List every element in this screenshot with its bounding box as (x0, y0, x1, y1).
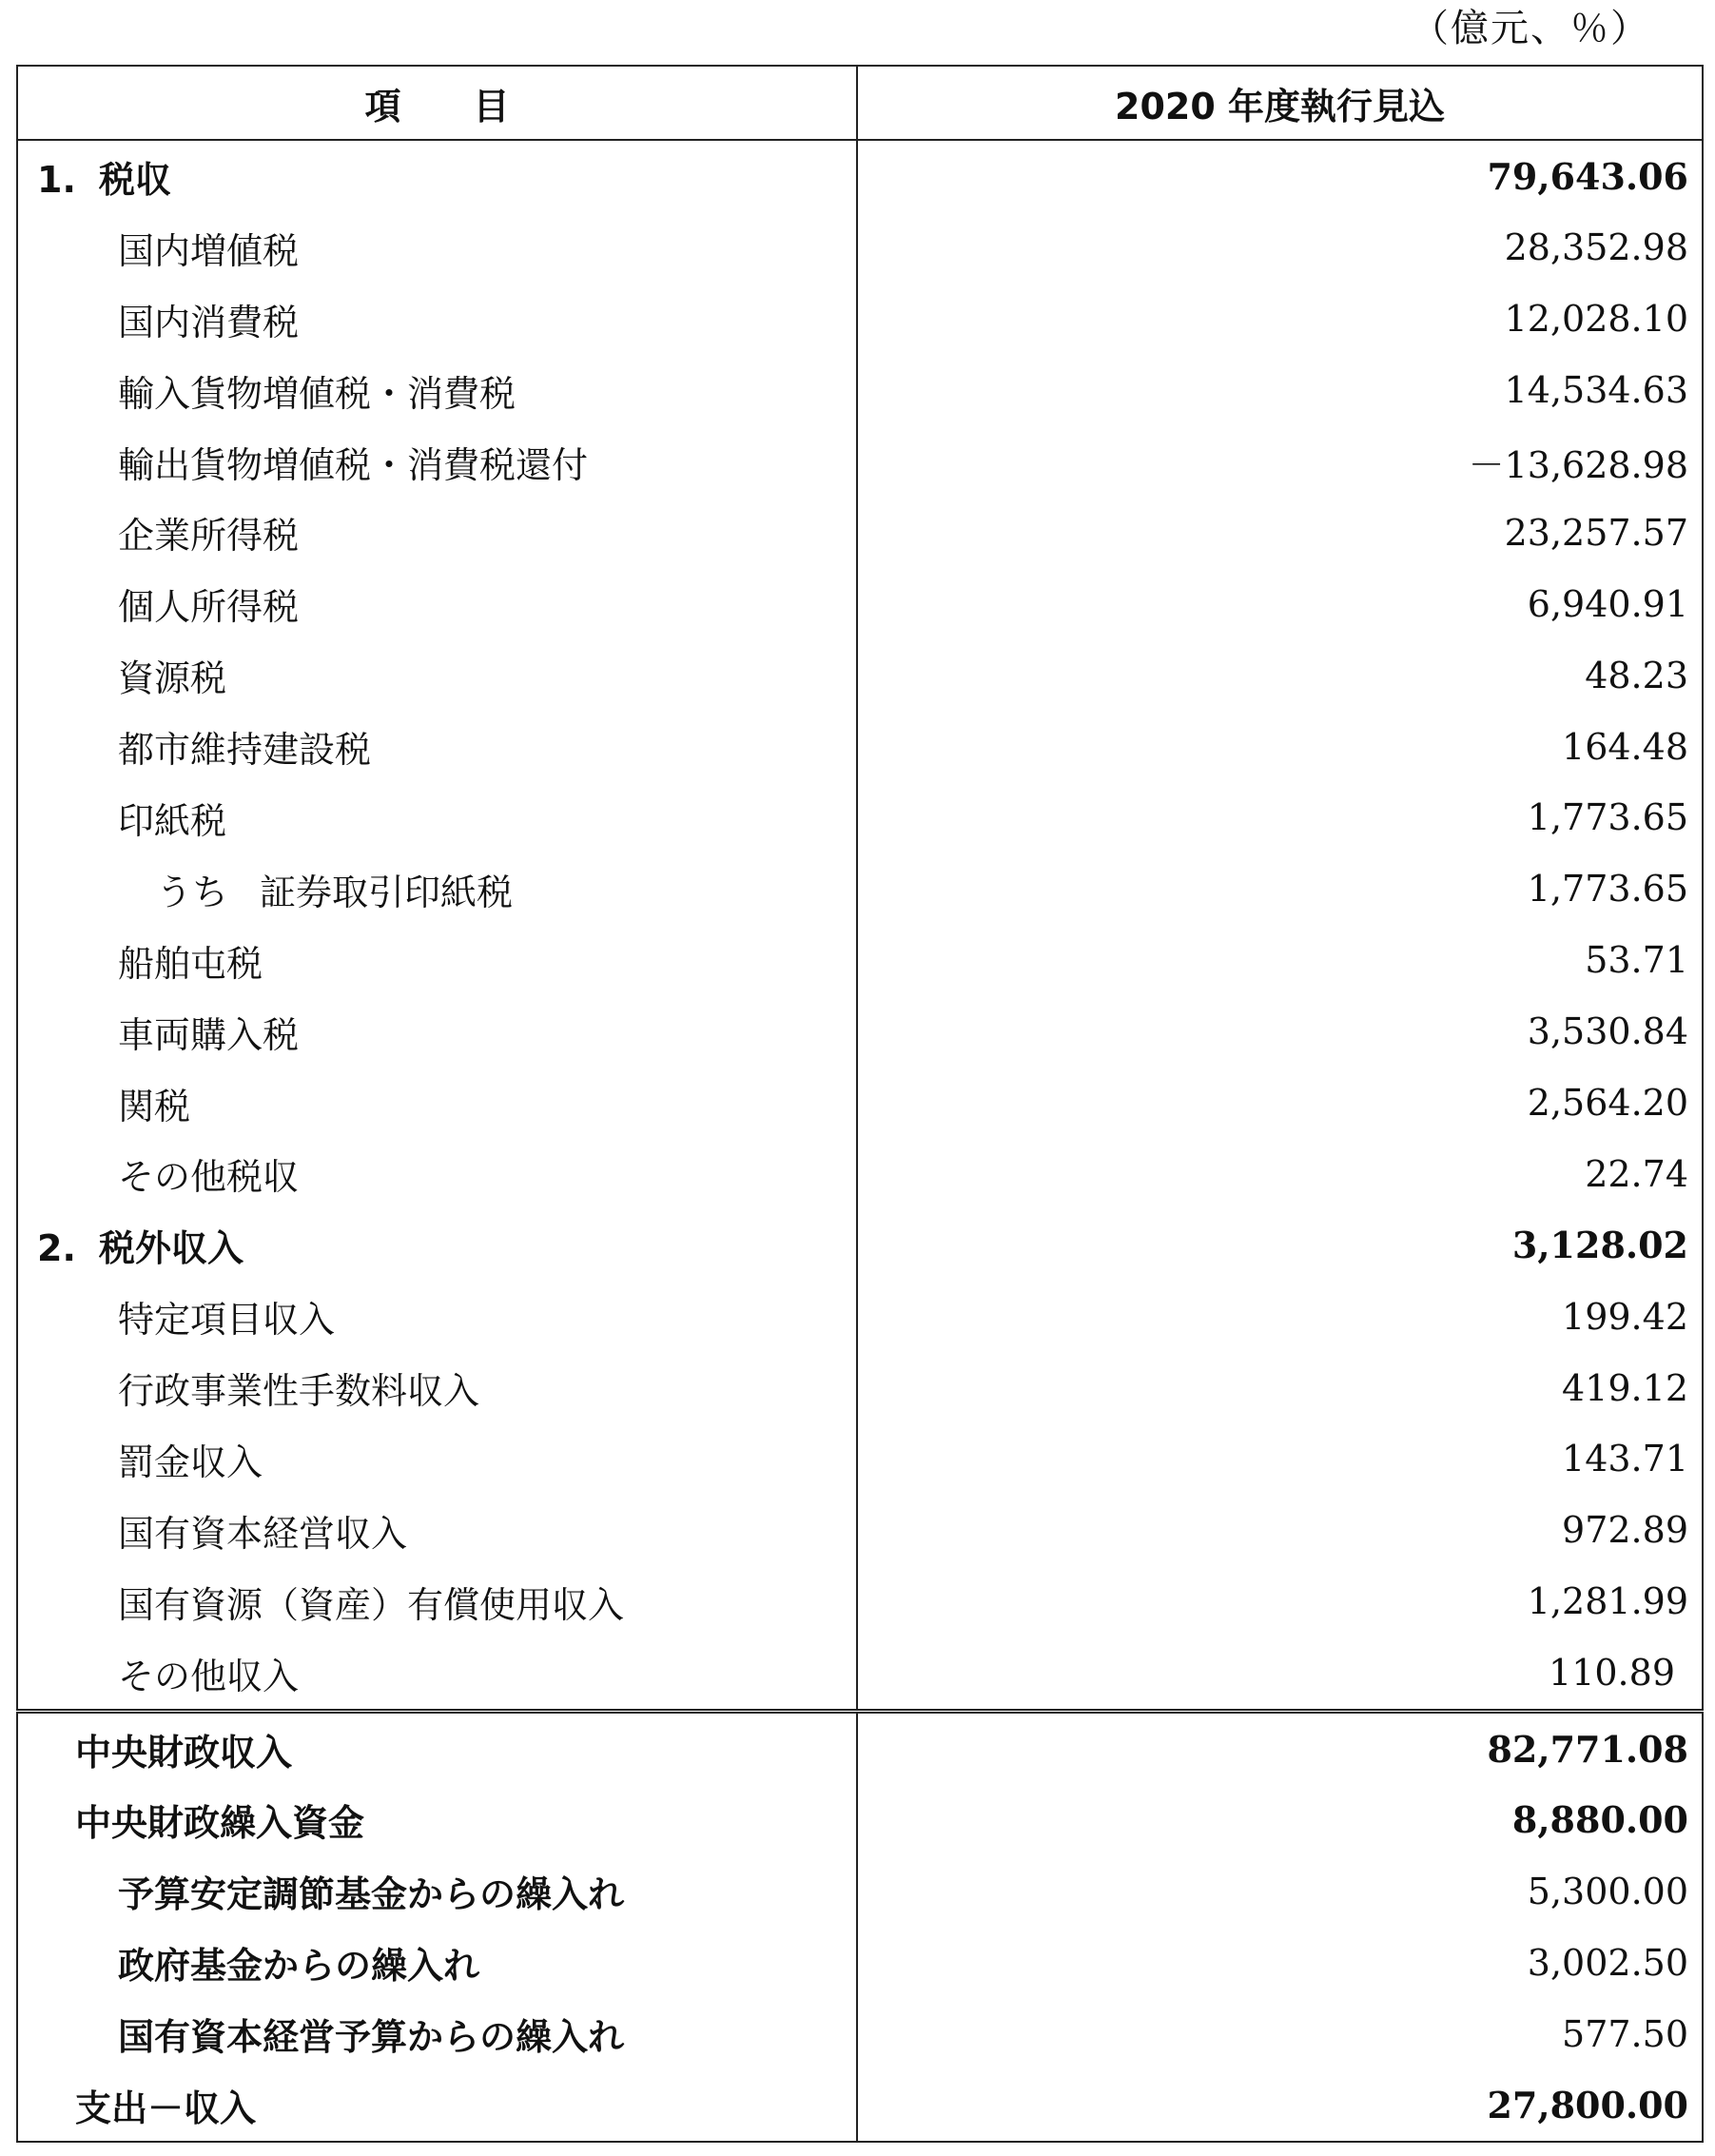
row-label: 個人所得税 (118, 586, 300, 629)
row-label-cell (17, 212, 857, 284)
row-value: 53.71 (1585, 939, 1688, 982)
row-label: 船舶屯税 (118, 942, 263, 985)
table-row (17, 1784, 1703, 1855)
row-label-cell (17, 1998, 857, 2069)
row-value: 3,530.84 (1527, 1010, 1688, 1053)
row-label-cell (17, 1637, 857, 1711)
row-value: 110.89 (1549, 1652, 1675, 1695)
table-row (17, 782, 1703, 853)
row-value: 3,002.50 (1527, 1941, 1688, 1984)
row-label-cell (17, 1068, 857, 1139)
row-value: 972.89 (1562, 1509, 1688, 1552)
table-row (17, 1566, 1703, 1637)
row-label: 国有資本経営予算からの繰入れ (118, 2016, 625, 2059)
row-prefix: うち (156, 871, 229, 913)
table-row (17, 1138, 1703, 1209)
row-prefix: 1. (37, 158, 76, 201)
table-row (17, 426, 1703, 498)
table-row (17, 568, 1703, 639)
row-label: 証券取引印紙税 (260, 871, 514, 913)
row-label: 関税 (118, 1085, 191, 1127)
row-label: 都市維持建設税 (118, 729, 372, 772)
row-value: 419.12 (1562, 1366, 1688, 1409)
row-value: 12,028.10 (1504, 298, 1688, 341)
header-item: 項 目 (17, 66, 857, 140)
row-value: 143.71 (1562, 1438, 1688, 1480)
row-label: 国内増値税 (118, 229, 300, 272)
table-row (17, 639, 1703, 711)
table-row (17, 497, 1703, 568)
row-label-cell (17, 1784, 857, 1855)
row-label: 印紙税 (118, 799, 227, 842)
revenue-table (16, 65, 1704, 2143)
row-label-cell (17, 2069, 857, 2142)
row-label: 企業所得税 (118, 515, 300, 558)
table-row (17, 1281, 1703, 1352)
row-label-cell (17, 1352, 857, 1423)
row-label: 予算安定調節基金からの繰入れ (118, 1873, 625, 1916)
row-label: 税収 (99, 158, 172, 201)
row-label-cell (17, 140, 857, 212)
row-label-cell (17, 1281, 857, 1352)
row-label: 国有資源（資産）有償使用収入 (118, 1583, 625, 1626)
table-row (17, 1998, 1703, 2069)
table-row (17, 355, 1703, 426)
row-label-cell (17, 1138, 857, 1209)
row-label: 行政事業性手数料収入 (118, 1370, 480, 1413)
row-value: 27,800.00 (1487, 2083, 1688, 2127)
row-label: 車両購入税 (118, 1013, 300, 1056)
row-value: 2,564.20 (1527, 1082, 1688, 1125)
row-label-cell (17, 355, 857, 426)
row-label-cell (17, 711, 857, 782)
row-label-cell (17, 1927, 857, 1998)
row-value: 23,257.57 (1504, 511, 1688, 554)
table-row (17, 1352, 1703, 1423)
unit-note: （億元、％） (1411, 7, 1650, 50)
table-row (17, 853, 1703, 925)
table-row (17, 1209, 1703, 1281)
row-value: 199.42 (1562, 1295, 1688, 1338)
row-label: 政府基金からの繰入れ (118, 1945, 480, 1988)
row-value: 1,281.99 (1527, 1580, 1688, 1623)
table-header-row (17, 66, 1703, 140)
row-value: 164.48 (1562, 725, 1688, 768)
row-label-cell (17, 1495, 857, 1566)
row-label: 特定項目収入 (118, 1299, 336, 1342)
table-body (17, 140, 1703, 2142)
row-label: 支出－収入 (75, 2087, 257, 2129)
table-row (17, 140, 1703, 212)
row-label: 罰金収入 (118, 1441, 263, 1483)
row-label-cell (17, 639, 857, 711)
row-label-cell (17, 1423, 857, 1495)
header-estimate: 2020 年度執行見込 (857, 66, 1703, 140)
row-label: 税外収入 (99, 1227, 244, 1270)
row-label: 中央財政繰入資金 (75, 1802, 365, 1845)
row-value: 48.23 (1585, 654, 1688, 696)
row-value: 1,773.65 (1527, 796, 1688, 839)
table-row (17, 1068, 1703, 1139)
row-label-cell (17, 426, 857, 498)
table-row (17, 284, 1703, 355)
row-value: 6,940.91 (1527, 582, 1688, 625)
row-label-cell (17, 497, 857, 568)
row-value: 82,771.08 (857, 1711, 1703, 1784)
row-label-cell (17, 1711, 857, 1784)
table-row (17, 711, 1703, 782)
row-value: 3,128.02 (1511, 1224, 1688, 1267)
row-value: －13,628.98 (1468, 443, 1688, 486)
row-label: 国内消費税 (118, 301, 300, 343)
table-row (17, 1711, 1703, 1784)
row-label-cell (17, 782, 857, 853)
row-label: 中央財政収入 (75, 1731, 293, 1774)
table-row (17, 2069, 1703, 2142)
table-row (17, 212, 1703, 284)
table-row (17, 925, 1703, 996)
table-row (17, 1637, 1703, 1711)
table-row (17, 996, 1703, 1068)
row-label: 輸出貨物増値税・消費税還付 (118, 443, 589, 486)
row-label: その他収入 (118, 1655, 300, 1697)
row-value: 5,300.00 (1527, 1870, 1688, 1912)
row-label: 国有資本経営収入 (118, 1512, 408, 1555)
row-label-cell (17, 925, 857, 996)
row-label-cell (17, 1566, 857, 1637)
row-label-cell (17, 853, 857, 925)
table-row (17, 1423, 1703, 1495)
row-value: 1,773.65 (1527, 868, 1688, 911)
row-label-cell (17, 996, 857, 1068)
row-label-cell (17, 1855, 857, 1927)
table-row (17, 1495, 1703, 1566)
row-value: 28,352.98 (1504, 226, 1688, 269)
table-row (17, 1855, 1703, 1927)
row-label-cell (17, 568, 857, 639)
row-value: 8,880.00 (1511, 1798, 1688, 1842)
row-value: 14,534.63 (1504, 369, 1688, 412)
row-prefix: 2. (37, 1227, 76, 1270)
row-label-cell (17, 1209, 857, 1281)
row-value: 79,643.06 (1487, 154, 1688, 198)
table-row (17, 1927, 1703, 1998)
row-value: 22.74 (1585, 1152, 1688, 1195)
row-value: 577.50 (1562, 2012, 1688, 2055)
row-label: その他税収 (118, 1156, 300, 1199)
row-label-cell (17, 284, 857, 355)
row-label: 輸入貨物増値税・消費税 (118, 372, 516, 415)
row-label: 資源税 (118, 657, 227, 700)
